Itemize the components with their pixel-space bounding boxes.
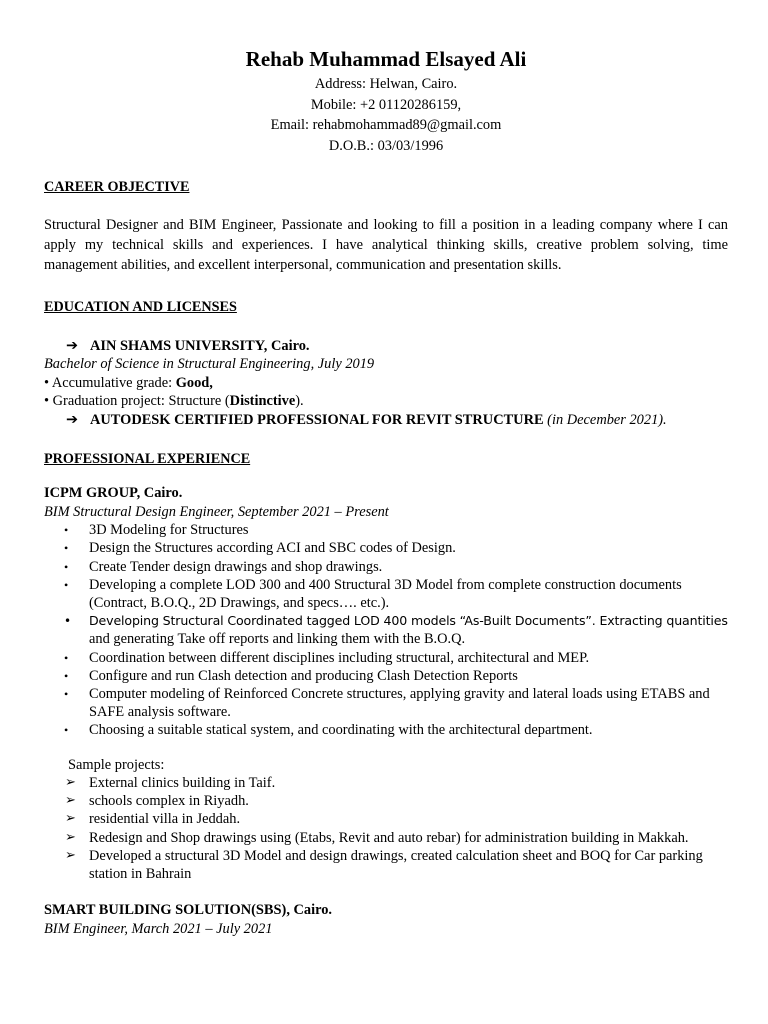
list-item-continuation: and generating Take off reports and linking them with the B.O.Q.	[89, 631, 466, 648]
bullet-icon: •	[64, 559, 69, 574]
list-item: ➢ residential villa in Jeddah.	[65, 811, 241, 828]
project-label: • Graduation project: Structure (	[44, 393, 230, 410]
right-arrow-icon: ➔	[66, 411, 79, 428]
bullet-icon: •	[64, 523, 69, 538]
license-date: (in December 2021).	[543, 411, 667, 428]
company-name: ICPM GROUP, Cairo.	[44, 485, 183, 502]
pointer-icon: ➢	[65, 775, 76, 791]
sample-projects-list	[44, 774, 728, 883]
project-suffix: ).	[295, 393, 304, 410]
list-item: • Design the Structures according ACI and SBC codes of Design.	[64, 540, 456, 557]
list-item: ➢ External clinics building in Taif.	[65, 775, 276, 792]
degree-line: Bachelor of Science in Structural Engineering, July 2019	[44, 356, 375, 373]
graduation-project-line	[44, 392, 728, 410]
list-item: • Configure and run Clash detection and producing Clash Detection Reports	[64, 667, 518, 684]
list-item: ➢ schools complex in Riyadh.	[65, 793, 249, 810]
list-item: • Computer modeling of Reinforced Concrete structures, applying gravity and lateral loads using ETABS and SAFE analysis software.	[64, 686, 710, 721]
sample-projects-label: Sample projects:	[68, 756, 165, 773]
candidate-name: Rehab Muhammad Elsayed Ali	[245, 47, 527, 71]
company-name: SMART BUILDING SOLUTION(SBS), Cairo.	[44, 902, 333, 919]
list-item: • Developing Structural Coordinated tagged LOD 400 models “As-Built Documents”. Extracting quantities	[44, 612, 728, 630]
bullet-icon: •	[64, 541, 69, 556]
career-objective-text: Structural Designer and BIM Engineer, Passionate and looking to fill a position in a leading company where I can apply my technical skills and experiences. I have analytical thinking skills, creative problem solving, time management abilities, and excellent interpersonal, communication and presentation skills.	[44, 217, 728, 273]
list-item: • Coordination between different disciplines including structural, architectural and MEP.	[64, 649, 590, 666]
list-item: • Create Tender design drawings and shop drawings.	[64, 558, 383, 575]
list-item: ➢ Redesign and Shop drawings using (Etabs, Revit and auto rebar) for administration building in Makkah.	[65, 829, 689, 846]
bullet-icon: •	[64, 577, 69, 592]
pointer-icon: ➢	[65, 793, 76, 809]
list-item: • Developing a complete LOD 300 and 400 Structural 3D Model from complete construction documents (Contract, B.O.Q., 2D Drawings, and specs…. etc.).	[64, 576, 682, 611]
career-objective-heading: CAREER OBJECTIVE	[44, 179, 190, 195]
grade-label: • Accumulative grade:	[44, 374, 176, 391]
list-item: • Choosing a suitable statical system, and coordinating with the architectural department.	[64, 722, 593, 739]
grade-line	[44, 374, 728, 392]
job-duties-list	[44, 521, 728, 739]
dob-line: D.O.B.: 03/03/1996	[328, 137, 444, 154]
license-name: AUTODESK CERTIFIED PROFESSIONAL FOR REVIT STRUCTURE	[90, 411, 544, 428]
bullet-icon: •	[64, 614, 71, 629]
job-role: BIM Engineer, March 2021 – July 2021	[44, 920, 273, 937]
project-grade: Distinctive	[229, 393, 296, 410]
license-item	[44, 411, 728, 429]
experience-heading: PROFESSIONAL EXPERIENCE	[44, 450, 251, 467]
grade-value: Good,	[175, 374, 213, 391]
job-role: BIM Structural Design Engineer, September 2021 – Present	[44, 503, 389, 520]
pointer-icon: ➢	[65, 811, 76, 827]
address-line: Address: Helwan, Cairo.	[314, 76, 458, 92]
mobile-line: Mobile: +2 01120286159,	[310, 96, 462, 113]
bullet-icon: •	[64, 668, 69, 683]
pointer-icon: ➢	[65, 829, 76, 845]
list-item: ➢ Developed a structural 3D Model and design drawings, created calculation sheet and BOQ for Car parking station in Bahrain	[65, 847, 703, 883]
pointer-icon: ➢	[65, 847, 76, 863]
university-name: AIN SHAMS UNIVERSITY, Cairo.	[90, 337, 310, 354]
email-line: Email: rehabmohammad89@gmail.com	[270, 117, 502, 133]
bullet-icon: •	[64, 650, 69, 665]
list-item: • 3D Modeling for Structures	[64, 522, 249, 539]
bullet-icon: •	[64, 687, 69, 701]
education-heading: EDUCATION AND LICENSES	[44, 298, 237, 315]
university-item	[44, 337, 728, 355]
bullet-icon: •	[64, 723, 69, 738]
right-arrow-icon: ➔	[66, 337, 79, 354]
